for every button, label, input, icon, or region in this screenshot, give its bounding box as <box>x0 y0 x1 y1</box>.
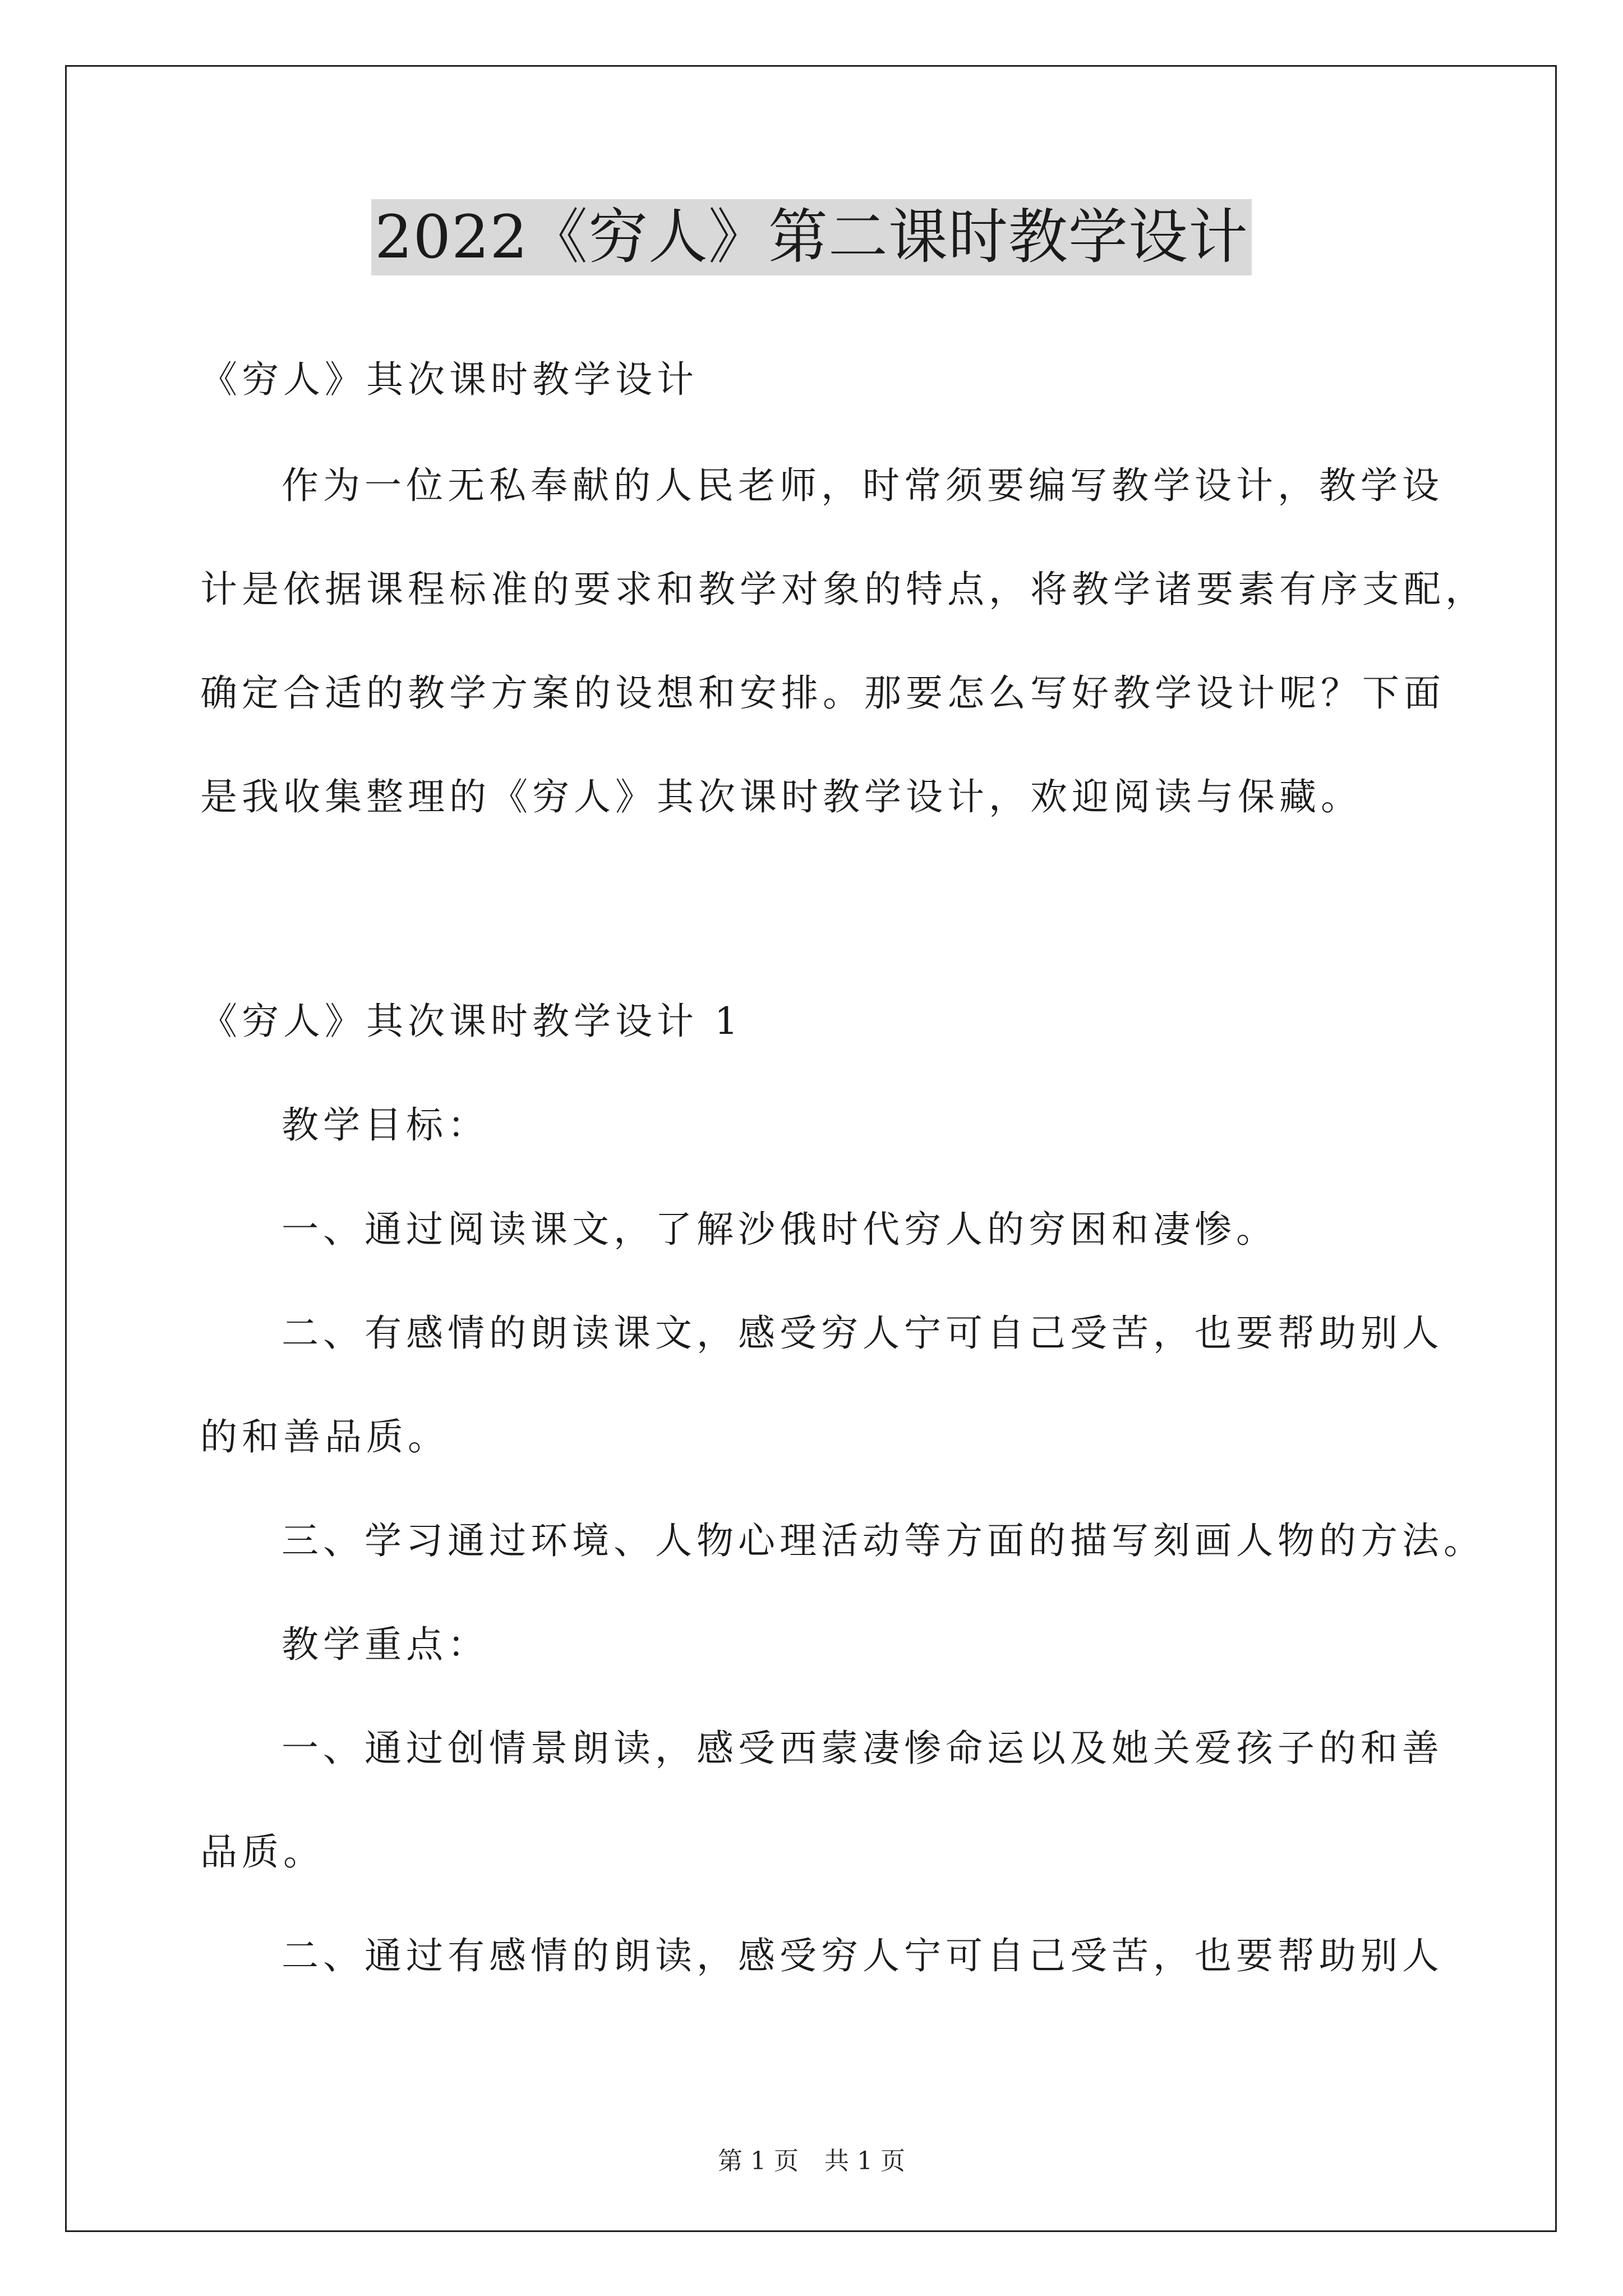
paragraph-line: 一、通过创情景朗读，感受西蒙凄惨命运以及她关爱孩子的和善 <box>282 1727 1444 1770</box>
paragraph-line: 是我收集整理的《穷人》其次课时教学设计，欢迎阅读与保藏。 <box>200 775 1362 818</box>
section-heading: 《穷人》其次课时教学设计 1 <box>200 1000 743 1043</box>
subtitle: 《穷人》其次课时教学设计 <box>200 358 698 401</box>
paragraph-line: 作为一位无私奉献的人民老师，时常须要编写教学设计，教学设 <box>282 464 1444 507</box>
paragraph-line: 二、有感情的朗读课文，感受穷人宁可自己受苦，也要帮助别人 <box>282 1312 1444 1355</box>
document-title: 2022《穷人》第二课时教学设计 <box>371 199 1252 275</box>
paragraph-line: 品质。 <box>200 1830 325 1874</box>
paragraph-line: 确定合适的教学方案的设想和安排。那要怎么写好教学设计呢？下面 <box>200 671 1445 715</box>
paragraph-line: 教学目标： <box>282 1103 489 1147</box>
page-total: 共 1 页 <box>824 2147 905 2175</box>
paragraph-line: 计是依据课程标准的要求和教学对象的特点，将教学诸要素有序支配， <box>200 568 1487 611</box>
paragraph-line: 一、通过阅读课文，了解沙俄时代穷人的穷困和凄惨。 <box>282 1208 1278 1251</box>
paragraph-line: 三、学习通过环境、人物心理活动等方面的描写刻画人物的方法。 <box>282 1519 1485 1562</box>
page-number: 第 1 页 <box>718 2147 799 2175</box>
paragraph-line: 的和善品质。 <box>200 1415 449 1458</box>
paragraph-line: 二、通过有感情的朗读，感受穷人宁可自己受苦，也要帮助别人 <box>282 1934 1444 1977</box>
paragraph-line: 教学重点： <box>282 1623 489 1666</box>
title-container <box>0 199 1623 275</box>
page-footer <box>0 2146 1623 2177</box>
